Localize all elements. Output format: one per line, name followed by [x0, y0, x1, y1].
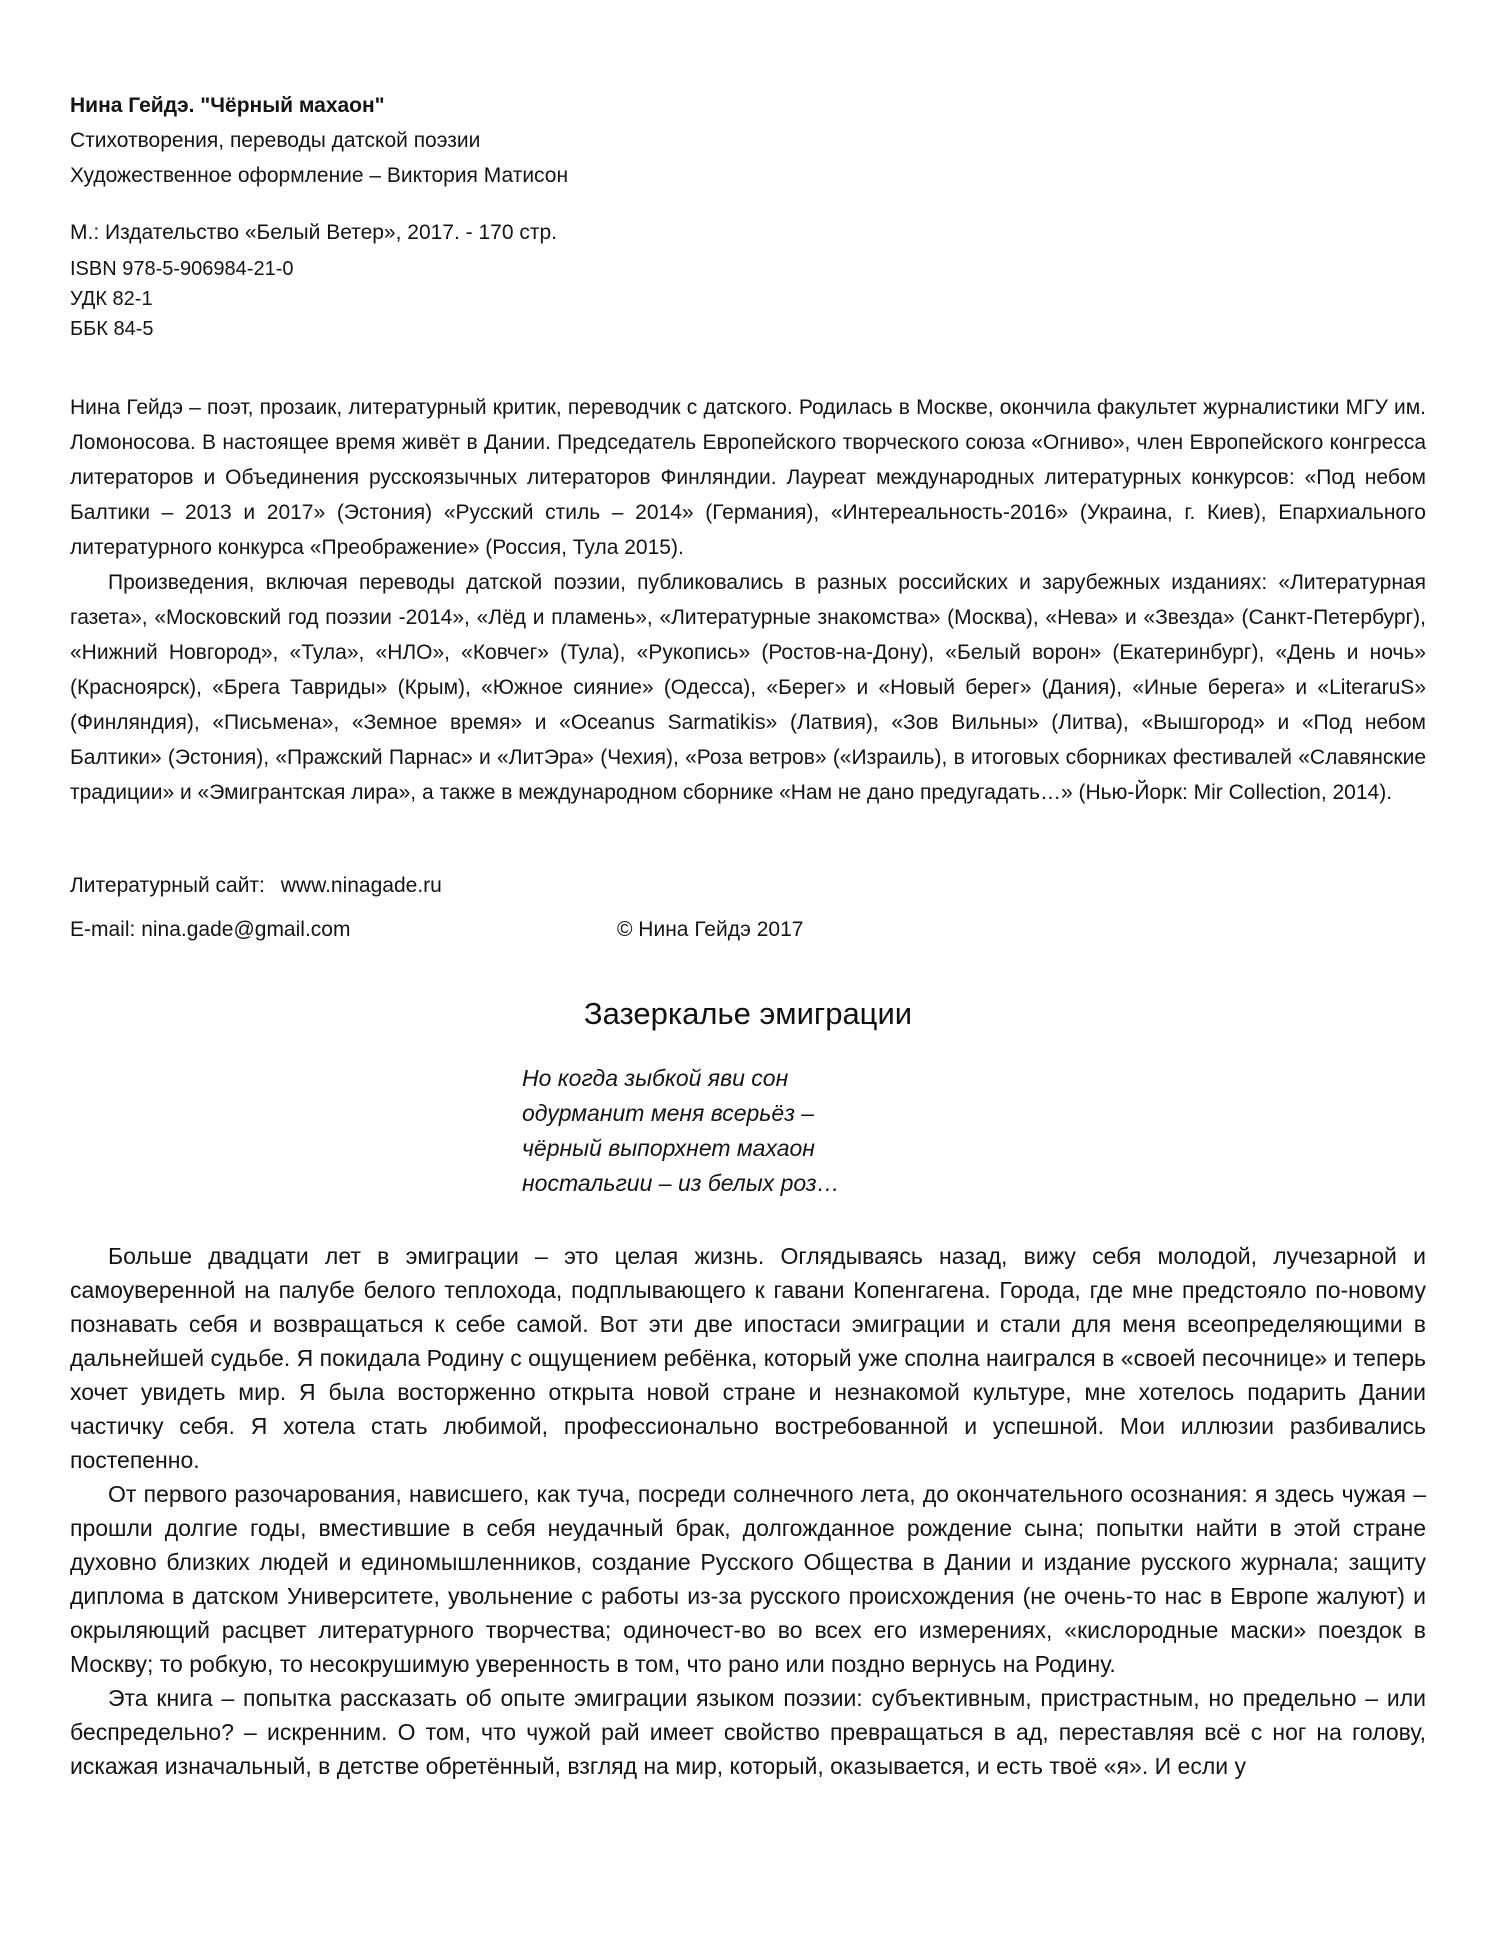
site-url: www.ninagade.ru: [280, 874, 442, 897]
essay-paragraph-3: Эта книга – попытка рассказать об опыте эмиграции языком поэзии: субъективным, пристрастным, но предельно – или беспредельно? – искренним. О том, что чужой рай имеет свойство превращаться в ад, переставляя всё с ног на голову, искажая изначальный, в детстве обретённый, взгляд на мир, который, оказывается, и есть твоё «я». И если у: [70, 1685, 1426, 1779]
contacts-block: [70, 868, 1426, 947]
author-bio-paragraph: Нина Гейдэ – поэт, прозаик, литературный критик, переводчик с датского. Родилась в Москве, окончила факультет журналистики МГУ им. Ломоносова. В настоящее время живёт в Дании. Председатель Европейского творческого союза «Огниво», член Европейского конгресса литераторов и Объединения русскоязычных литераторов Финляндии. Лауреат международных литературных конкурсов: «Под небом Балтики – 2013 и 2017» (Эстония) «Русский стиль – 2014» (Германия), «Интереальность-2016» (Украина, г. Киев), Епархиального литературного конкурса «Преображение» (Россия, Тула 2015).: [70, 396, 1426, 559]
essay-paragraph-2: От первого разочарования, нависшего, как туча, посреди солнечного лета, до окончательного осознания: я здесь чужая – прошли долгие годы, вместившие в себя неудачный брак, долгожданное рождение сына; попытки найти в этой стране духовно близких людей и единомышленников, создание Русского Общества в Дании и издание русского журнала; защиту диплома в датском Университете, увольнение с работы из-за русского происхождения (не очень-то нас в Европе жалуют) и окрыляющий расцвет литературного творчества; одиночест-во во всех его измерениях, «кислородные маски» поездок в Москву; то робкую, то несокрушимую уверенность в том, что рано или поздно вернусь на Родину.: [70, 1481, 1426, 1677]
publications-paragraph: Произведения, включая переводы датской поэзии, публиковались в разных российских и зарубежных изданиях: «Литературная газета», «Московский год поэзии -2014», «Лёд и пламень», «Литературные знакомства» (Москва), «Нева» и «Звезда» (Санкт-Петербург), «Нижний Новгород», «Тула», «НЛО», «Ковчег» (Тула), «Рукопись» (Ростов-на-Дону), «Белый ворон» (Екатеринбург), «День и ночь» (Красноярск), «Брега Тавриды» (Крым), «Южное сияние» (Одесса), «Берег» и «Новый берег» (Дания), «Иные берега» и «LiteraruS» (Финляндия), «Письмена», «Земное время» и «Oceanus Sarmatikis» (Латвия), «Зов Вильны» (Литва), «Вышгород» и «Под небом Балтики» (Эстония), «Пражский Парнас» и «ЛитЭра» (Чехия), «Роза ветров» («Израиль), в итоговых сборниках фестивалей «Славянские традиции» и «Эмигрантская лира», а также в международном сборнике «Нам не дано предугадать…» (Нью-Йорк: Mir Collection, 2014).: [70, 571, 1426, 804]
site-row: [70, 868, 1426, 903]
imprint-line: М.: Издательство «Белый Ветер», 2017. - 170 стр.: [70, 221, 557, 244]
epigraph: [522, 1061, 1426, 1201]
epigraph-line: чёрный выпорхнет махаон: [522, 1135, 815, 1161]
design-credit-line: Художественное оформление – Виктория Матисон: [70, 164, 569, 187]
email-address: nina.gade@gmail.com: [141, 918, 351, 941]
isbn-line: ISBN 978-5-906984-21-0: [70, 258, 294, 280]
author-bio: [70, 390, 1426, 810]
epigraph-line: ностальгии – из белых роз…: [522, 1170, 840, 1196]
book-subtitle-line: Стихотворения, переводы датской поэзии: [70, 129, 481, 152]
site-label: Литературный сайт:: [70, 874, 265, 897]
essay-body: [70, 1239, 1426, 1783]
epigraph-line: одурманит меня всерьёз –: [522, 1100, 815, 1126]
copyright-text: © Нина Гейдэ 2017: [617, 918, 804, 941]
email-label: E-mail:: [70, 918, 136, 941]
book-title-line: Нина Гейдэ. "Чёрный махаон": [70, 94, 385, 117]
email-row: [70, 912, 1426, 947]
bibliographic-codes: [70, 254, 1426, 344]
epigraph-line: Но когда зыбкой яви сон: [522, 1065, 789, 1091]
essay-title: Зазеркалье эмиграции: [583, 996, 913, 1031]
bbk-line: ББК 84-5: [70, 318, 154, 340]
book-colophon: [70, 88, 1426, 344]
essay-paragraph-1: Больше двадцати лет в эмиграции – это целая жизнь. Оглядываясь назад, вижу себя молодой, лучезарной и самоуверенной на палубе белого теплохода, подплывающего к гавани Копенгагена. Города, где мне предстояло по-новому познавать себя и возвращаться к себе самой. Вот эти две ипостаси эмиграции и стали для меня всеопределяющими в дальнейшей судьбе. Я покидала Родину с ощущением ребёнка, который уже сполна наигрался в «своей песочнице» и теперь хочет увидеть мир. Я была восторженно открыта новой стране и незнакомой культуре, мне хотелось подарить Дании частичку себя. Я хотела стать любимой, профессионально востребованной и успешной. Мои иллюзии разбивались постепенно.: [70, 1243, 1426, 1473]
udk-line: УДК 82-1: [70, 288, 153, 310]
